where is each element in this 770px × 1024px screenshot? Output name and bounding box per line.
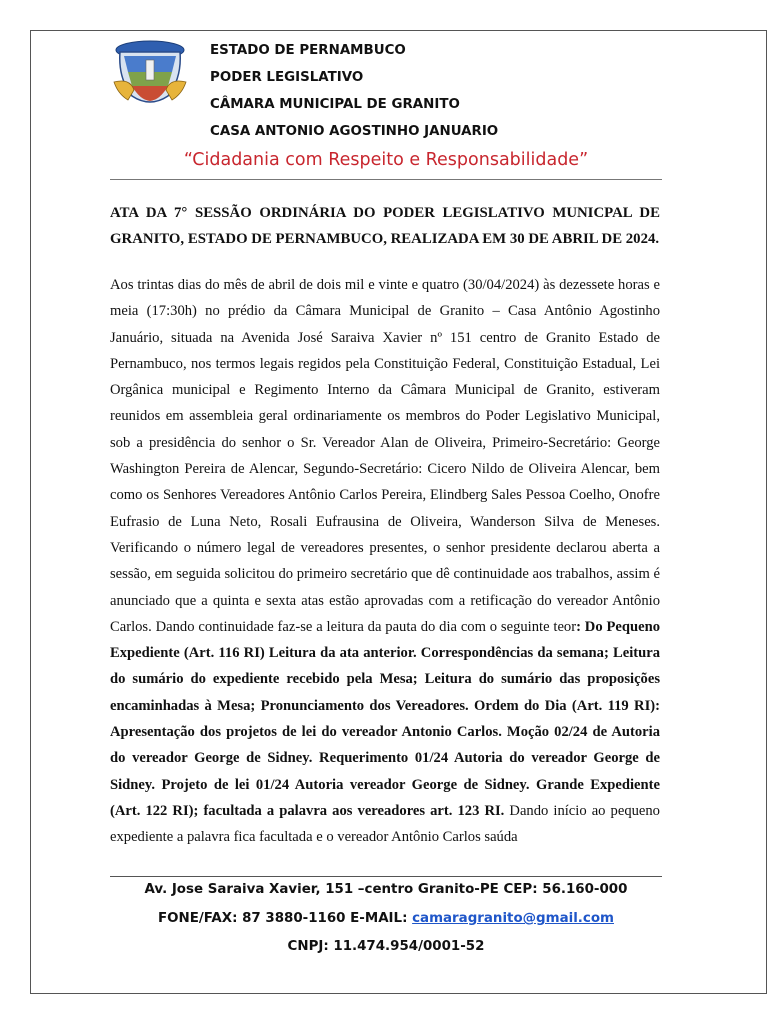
footer-email-link[interactable]: camaragranito@gmail.com <box>412 911 614 926</box>
document-content <box>110 200 660 851</box>
institution-header <box>210 42 498 150</box>
body-agenda-bold: : Do Pequeno Expediente (Art. 116 RI) Leitura da ata anterior. Correspondências da semana; Leitura do sumário do expediente recebido pela Mesa; Leitura do sumário das proposições encaminhadas à Mesa; Pronunciamento dos Vereadores. Ordem do Dia (Art. 119 RI): Apresentação dos projetos de lei do vereador Antonio Carlos. Moção 02/24 de Autoria do vereador George de Sidney. Requerimento 01/24 Autoria do vereador George de Sidney. Projeto de lei 01/24 Autoria vereador George de Sidney. Grande Expediente (Art. 122 RI); facultada a palavra aos vereadores art. 123 RI. <box>110 618 660 819</box>
footer-address: Av. Jose Saraiva Xavier, 151 –centro Granito-PE CEP: 56.160-000 <box>144 882 628 897</box>
body-continuation: Dando início ao pequeno expediente a palavra fica facultada e o vereador Antônio Carlos saúda <box>110 802 660 846</box>
header-divider <box>110 179 662 180</box>
document-title: ATA DA 7° SESSÃO ORDINÁRIA DO PODER LEGISLATIVO MUNICPAL DE GRANITO, ESTADO DE PERNAMBUCO, REALIZADA EM 30 DE ABRIL DE 2024. <box>110 205 660 247</box>
header-line-chamber: CÂMARA MUNICIPAL DE GRANITO <box>210 97 460 112</box>
header-line-power: PODER LEGISLATIVO <box>210 70 364 85</box>
document-body <box>110 272 660 851</box>
municipal-crest-logo <box>110 38 190 108</box>
footer-cnpj: CNPJ: 11.474.954/0001-52 <box>287 939 485 954</box>
footer-divider <box>110 876 662 877</box>
body-intro: Aos trintas dias do mês de abril de dois mil e vinte e quatro (30/04/2024) às dezessete horas e meia (17:30h) no prédio da Câmara Municipal de Granito – Casa Antônio Agostinho Januário, situada na Avenida José Saraiva Xavier nº 151 centro de Granito Estado de Pernambuco, nos termos legais regidos pela Constituição Federal, Constituição Estadual, Lei Orgânica municipal e Regimento Interno da Câmara Municipal de Granito, estiveram reunidos em assembleia geral ordinariamente os membros do Poder Legislativo Municipal, sob a presidência do senhor o Sr. Vereador Alan de Oliveira, Primeiro-Secretário: George Washington Pereira de Alencar, Segundo-Secretário: Cicero Nildo de Oliveira Alencar, bem como os Senhores Vereadores Antônio Carlos Pereira, Elindberg Sales Pessoa Coelho, Onofre Eufrasio de Luna Neto, Rosali Eufrausina de Oliveira, Wanderson Silva de Meneses. Verificando o número legal de vereadores presentes, o senhor presidente declarou aberta a sessão, em seguida solicitou do primeiro secretário que dê continuidade aos trabalhos, assim é anunciado que a quinta e sexta atas estão aprovadas com a retificação do vereador Antônio Carlos. Dando continuidade faz-se a leitura da pauta do dia com o seguinte teor <box>110 277 660 635</box>
footer-phone: FONE/FAX: 87 3880-1160 E-MAIL: <box>158 911 413 926</box>
header-line-house: CASA ANTONIO AGOSTINHO JANUARIO <box>210 124 499 139</box>
motto: “Cidadania com Respeito e Responsabilidade” <box>183 150 589 170</box>
header-line-state: ESTADO DE PERNAMBUCO <box>210 43 406 58</box>
footer-contact <box>110 911 662 926</box>
